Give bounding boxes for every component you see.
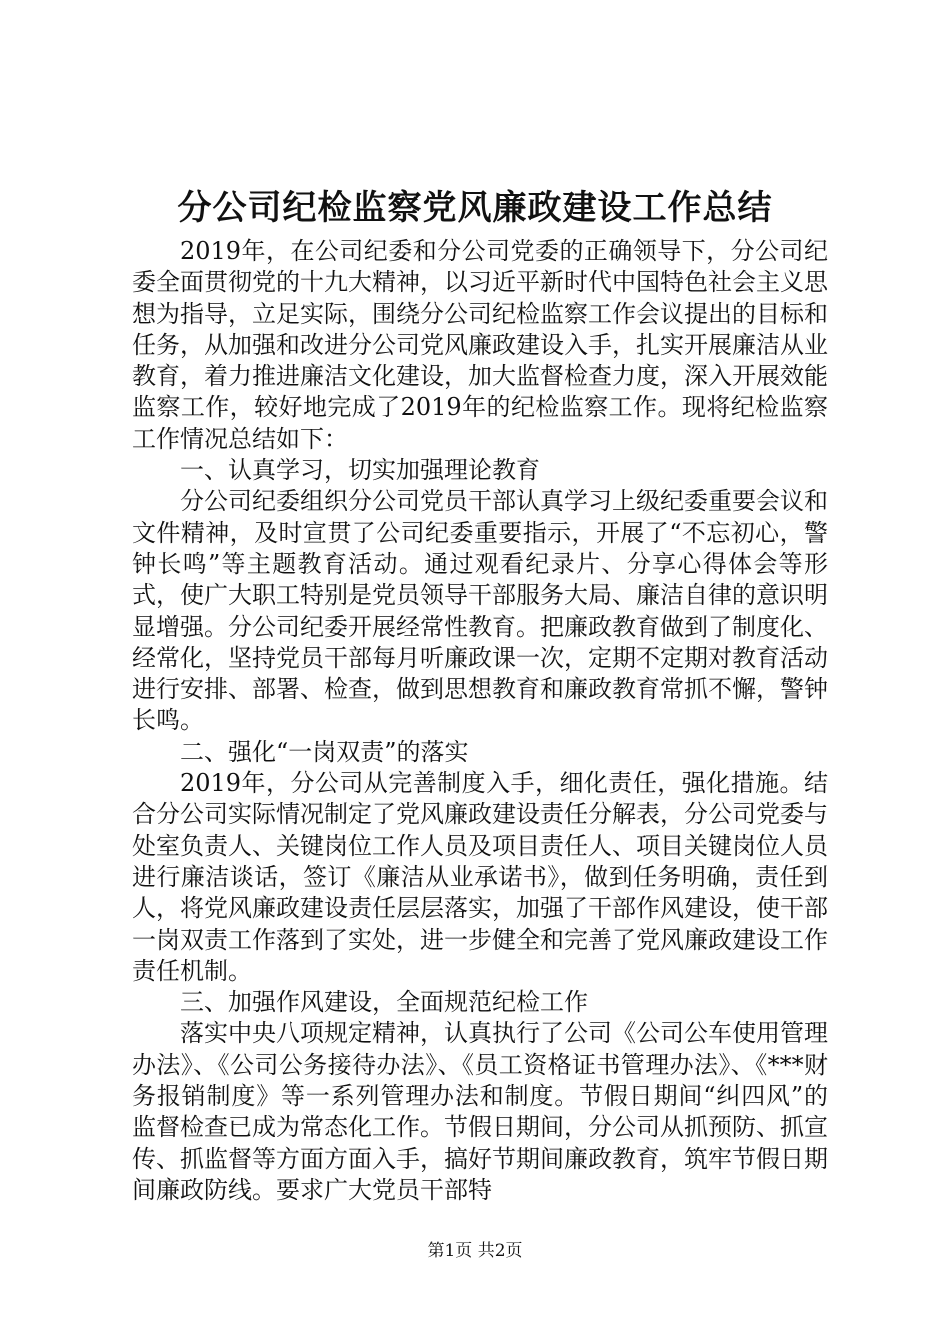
document-title: 分公司纪检监察党风廉政建设工作总结 <box>177 188 773 228</box>
paragraph-section-2: 2019年，分公司从完善制度入手，细化责任，强化措施。结合分公司实际情况制定了党风廉政建设责任分解表，分公司党委与处室负责人、关键岗位工作人员及项目责任人、项目关键岗位人员进行廉洁谈话，签订《廉洁从业承诺书》，做到任务明确，责任到人，将党风廉政建设责任层层落实，加强了干部作风建设，使干部一岗双责工作落到了实处，进一步健全和完善了党风廉政建设工作责任机制。 <box>132 769 828 985</box>
section-heading-2: 二、强化“一岗双责”的落实 <box>180 737 469 766</box>
paragraph-intro: 2019年，在公司纪委和分公司党委的正确领导下，分公司纪委全面贯彻党的十九大精神，以习近平新时代中国特色社会主义思想为指导，立足实际，围绕分公司纪检监察工作会议提出的目标和任务，从加强和改进分公司党风廉政建设入手，扎实开展廉洁从业教育，着力推进廉洁文化建设，加大监督检查力度，深入开展效能监察工作，较好地完成了2019年的纪检监察工作。现将纪检监察工作情况总结如下： <box>132 237 828 453</box>
section-heading-1: 一、认真学习，切实加强理论教育 <box>180 456 540 485</box>
section-heading-3: 三、加强作风建设，全面规范纪检工作 <box>180 988 588 1017</box>
document-body <box>132 236 828 1206</box>
paragraph-section-3: 落实中央八项规定精神，认真执行了公司《公司公车使用管理办法》、《公司公务接待办法》、《员工资格证书管理办法》、《***财务报销制度》等一系列管理办法和制度。节假日期间“纠四风”的监督检查已成为常态化工作。节假日期间，分公司从抓预防、抓宣传、抓监督等方面方面入手，搞好节期间廉政教育，筑牢节假日期间廉政防线。要求广大党员干部特 <box>132 1019 828 1204</box>
page-number: 第1页 共2页 <box>427 1241 523 1261</box>
paragraph-section-1: 分公司纪委组织分公司党员干部认真学习上级纪委重要会议和文件精神，及时宣贯了公司纪委重要指示，开展了“不忘初心，警钟长鸣”等主题教育活动。通过观看纪录片、分享心得体会等形式，使广大职工特别是党员领导干部服务大局、廉洁自律的意识明显增强。分公司纪委开展经常性教育。把廉政教育做到了制度化、经常化，坚持党员干部每月听廉政课一次，定期不定期对教育活动进行安排、部署、检查，做到思想教育和廉政教育常抓不懈，警钟长鸣。 <box>132 487 828 735</box>
